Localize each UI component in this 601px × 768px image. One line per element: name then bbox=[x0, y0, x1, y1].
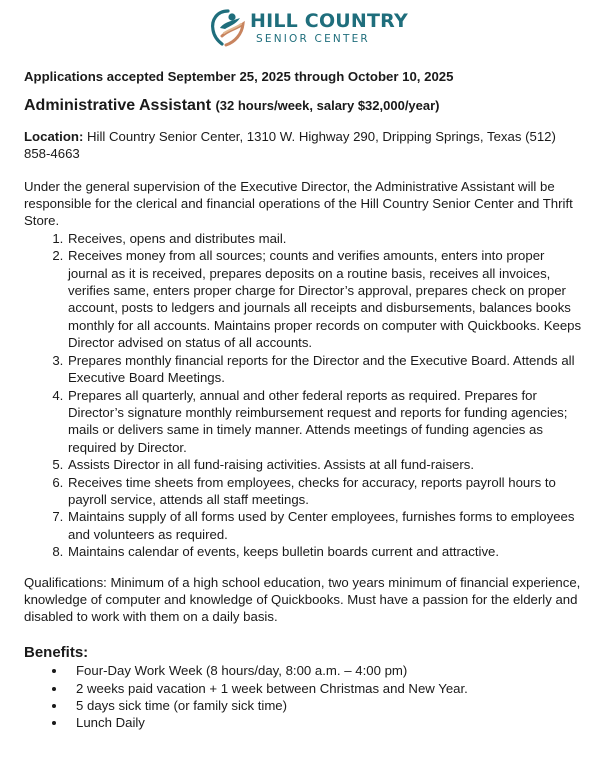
logo-subtitle: SENIOR CENTER bbox=[256, 32, 370, 45]
location-line bbox=[24, 128, 584, 163]
job-title: Administrative Assistant bbox=[24, 97, 212, 115]
intro-paragraph: Under the general supervision of the Executive Director, the Administrative Assistant will be responsible for the clerical and financial operations of the Hill Country Senior Center and Thrift Store. bbox=[24, 178, 573, 229]
duties-list bbox=[24, 230, 584, 561]
benefits-heading: Benefits: bbox=[24, 643, 89, 661]
duty-item: 8. Maintains calendar of events, keeps bulletin boards current and attractive. bbox=[67, 543, 584, 560]
logo-title: HILL COUNTRY bbox=[250, 9, 408, 32]
benefit-item: • Lunch Daily bbox=[67, 714, 584, 731]
duty-item: 4. Prepares all quarterly, annual and other federal reports as required. Prepares for Director’s signature monthly reimbursement request and reports for funding agencies; mails or delivers same in timely manner. Attends meetings of funding agencies as required by Director. bbox=[67, 387, 584, 457]
benefit-item: • 5 days sick time (or family sick time) bbox=[67, 697, 584, 714]
benefit-item: • Four-Day Work Week (8 hours/day, 8:00 a.m. – 4:00 pm) bbox=[67, 662, 584, 679]
benefits-list bbox=[24, 662, 584, 732]
qualifications-paragraph: Qualifications: Minimum of a high school education, two years minimum of financial experience, knowledge of computer and knowledge of Quickbooks. Must have a passion for the elderly and disabled to work with them on a daily basis. bbox=[24, 574, 581, 625]
duty-item: 7. Maintains supply of all forms used by Center employees, furnishes forms to employees and volunteers as required. bbox=[67, 508, 584, 543]
benefit-item: • 2 weeks paid vacation + 1 week between Christmas and New Year. bbox=[67, 680, 584, 697]
application-dates: Applications accepted September 25, 2025 through October 10, 2025 bbox=[24, 69, 454, 84]
duty-item: 2. Receives money from all sources; counts and verifies amounts, enters into proper journal as it is received, prepares deposits on a routine basis, receives all invoices, verifies same, enters proper charge for Director’s approval, prepares check on proper account, posts to ledgers and journals all receipts and disbursements, balances books monthly for all accounts. Maintains proper records on computer with Quickbooks. Keeps Director advised on status of all accounts. bbox=[67, 247, 584, 351]
location-label: Location: bbox=[24, 128, 84, 144]
organization-logo bbox=[208, 8, 408, 48]
duty-item: 1. Receives, opens and distributes mail. bbox=[67, 230, 584, 247]
job-details: (32 hours/week, salary $32,000/year) bbox=[215, 98, 440, 114]
duty-item: 3. Prepares monthly financial reports for the Director and the Executive Board. Attends all Executive Board Meetings. bbox=[67, 352, 584, 387]
senior-center-logo-icon bbox=[208, 8, 248, 48]
location-value: Hill Country Senior Center, 1310 W. Highway 290, Dripping Springs, Texas (512) 858-4663 bbox=[24, 128, 556, 162]
job-title-line bbox=[24, 97, 584, 114]
job-posting bbox=[24, 68, 584, 732]
duty-item: 6. Receives time sheets from employees, checks for accuracy, reports payroll hours to payroll service, attends all staff meetings. bbox=[67, 474, 584, 509]
duty-item: 5. Assists Director in all fund-raising activities. Assists at all fund-raisers. bbox=[67, 456, 584, 473]
